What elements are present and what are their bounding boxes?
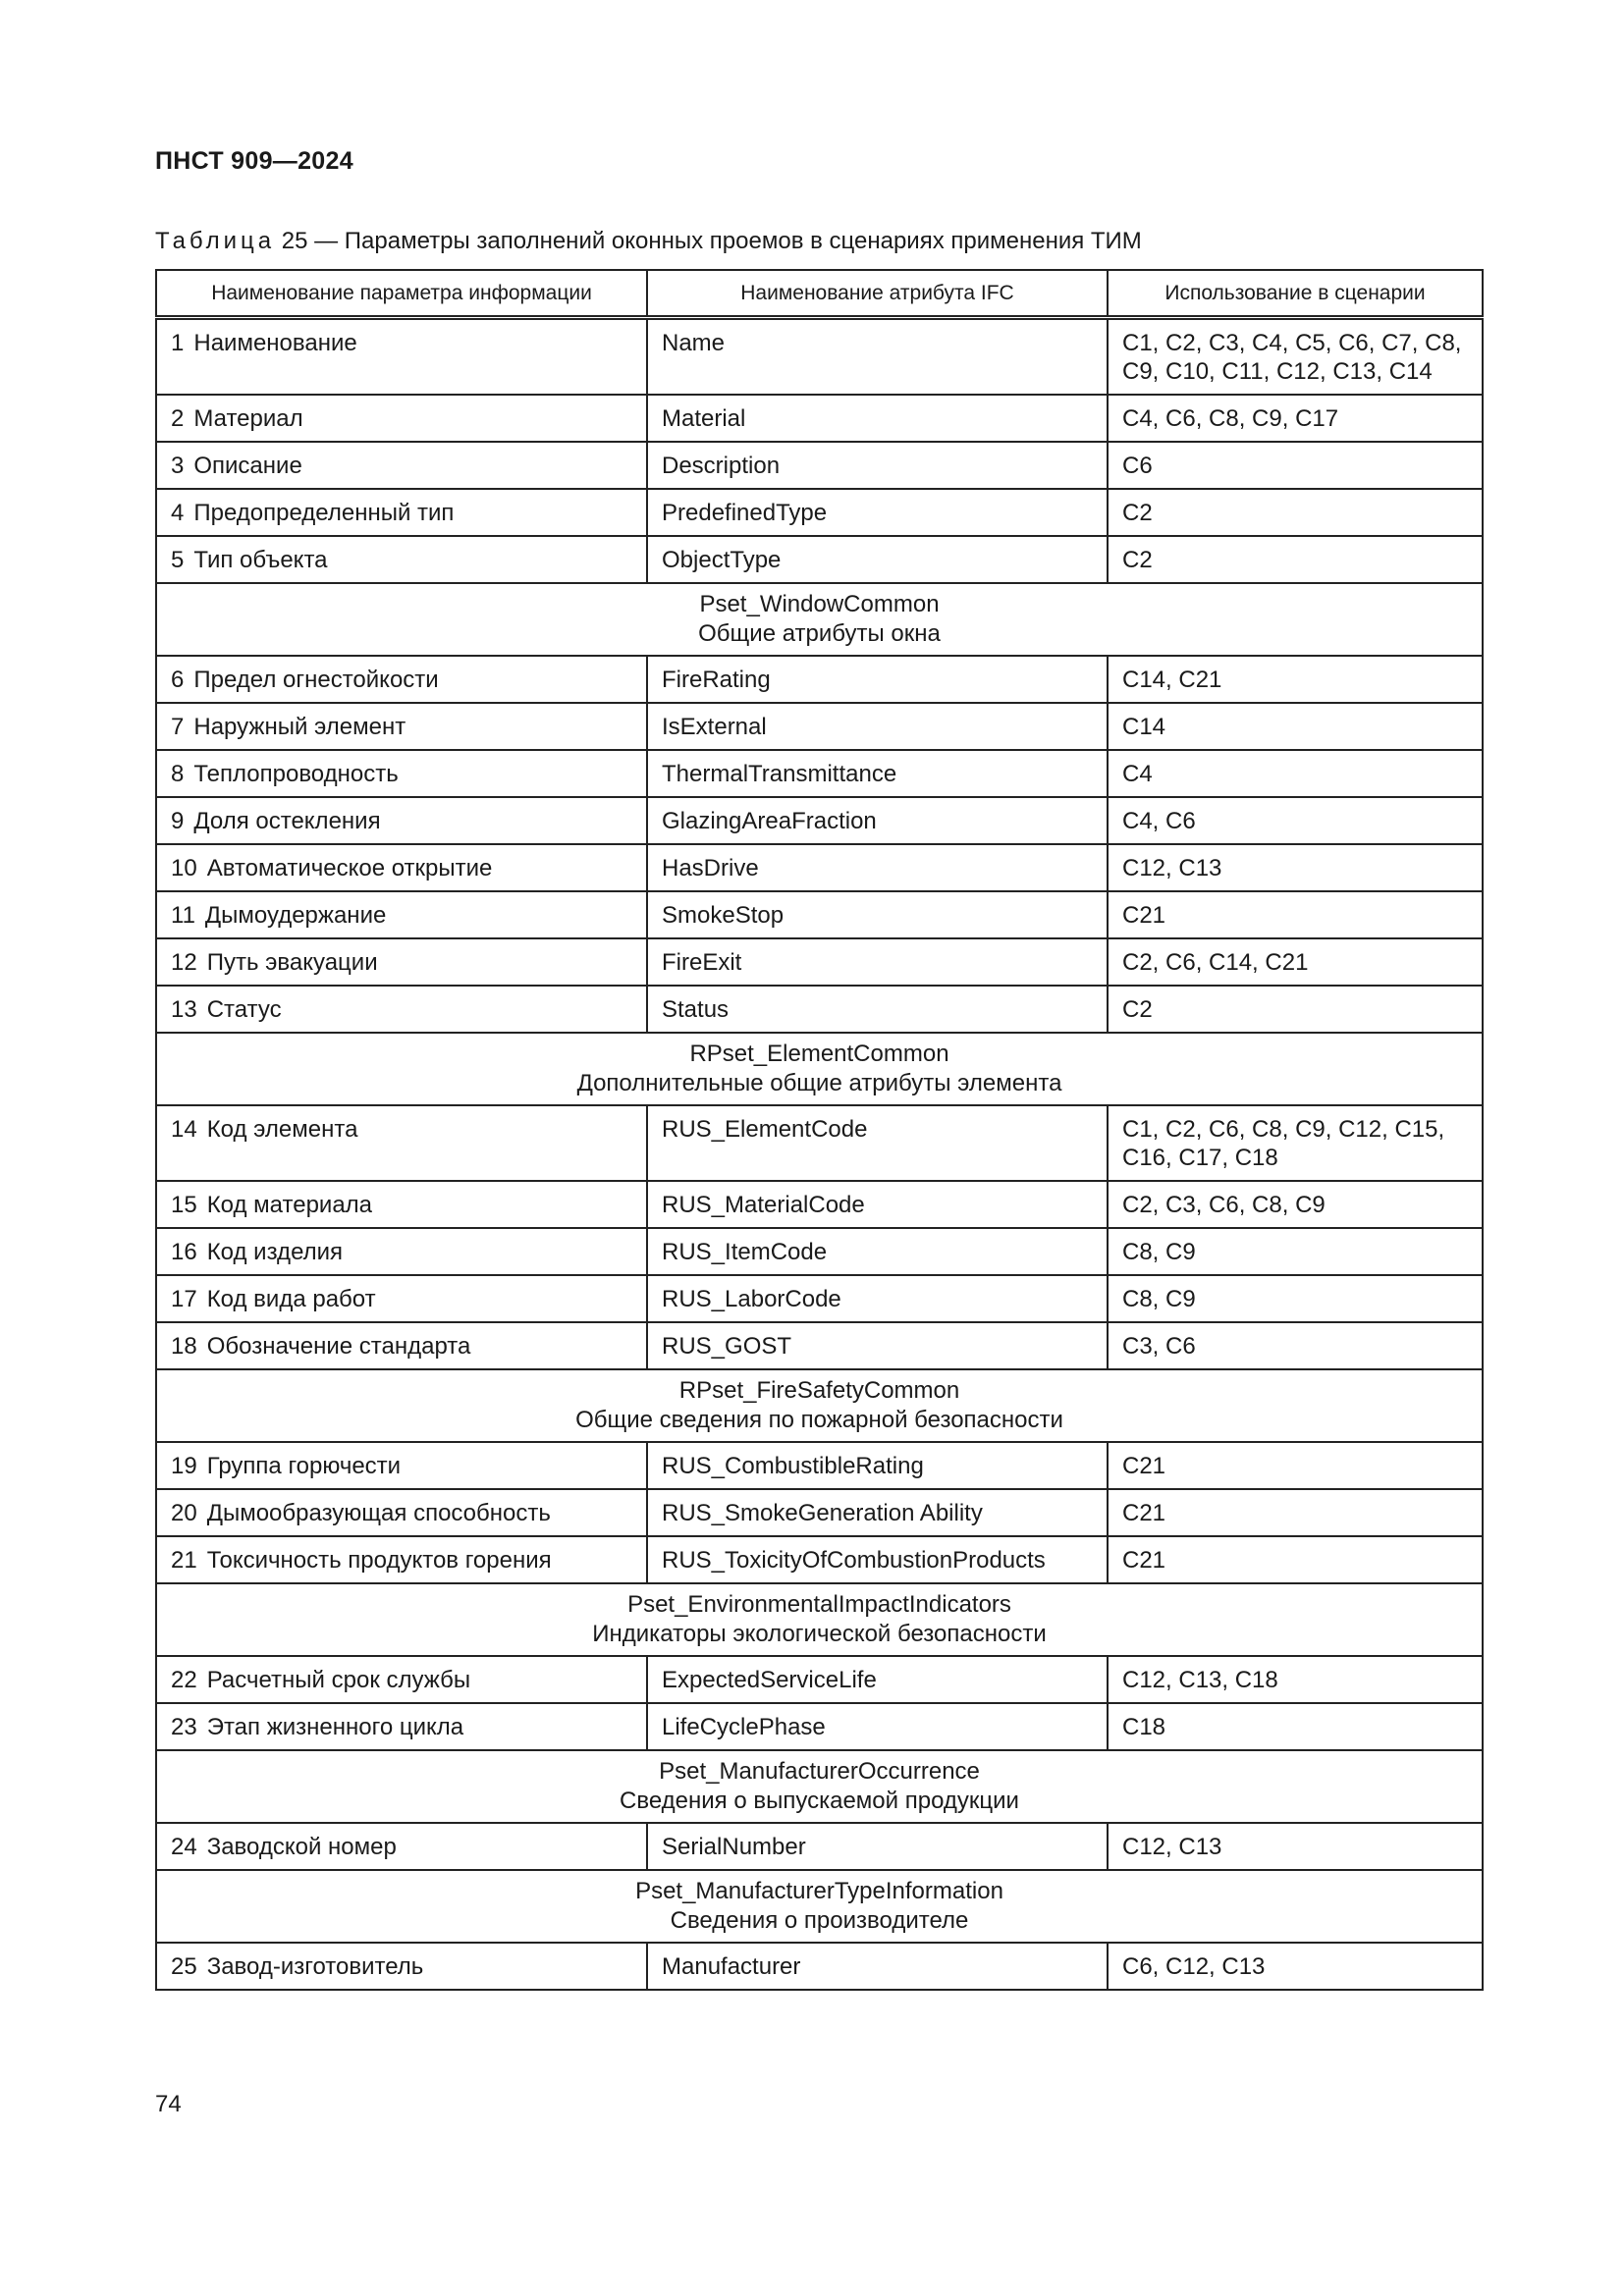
table-row [156, 986, 1483, 1033]
parameter-name: Код вида работ [206, 1286, 376, 1312]
usage-cell: C8, C9 [1108, 1275, 1483, 1322]
ifc-attribute-cell: ExpectedServiceLife [647, 1656, 1108, 1703]
table-row [156, 1703, 1483, 1750]
parameter-name: Код материала [206, 1192, 373, 1218]
row-number: 18 [171, 1333, 197, 1360]
row-number: 3 [171, 453, 185, 479]
usage-cell: C1, C2, C6, C8, C9, C12, C15, C16, C17, C18 [1108, 1105, 1483, 1181]
parameter-name-cell [156, 1181, 647, 1228]
parameter-name: Доля остекления [193, 808, 381, 834]
parameter-name-cell [156, 536, 647, 583]
group-title: Pset_ManufacturerOccurrence [659, 1758, 980, 1785]
parameter-name-cell [156, 1656, 647, 1703]
usage-cell: C2 [1108, 489, 1483, 536]
parameter-name-cell [156, 489, 647, 536]
parameter-name: Группа горючести [206, 1453, 402, 1479]
table-row [156, 1228, 1483, 1275]
table-row [156, 703, 1483, 750]
table-row [156, 395, 1483, 442]
row-number: 1 [171, 330, 185, 356]
parameters-table [155, 269, 1484, 1991]
ifc-attribute-cell: IsExternal [647, 703, 1108, 750]
usage-cell: C8, C9 [1108, 1228, 1483, 1275]
column-header-parameter: Наименование параметра информации [156, 270, 647, 318]
group-subtitle: Сведения о выпускаемой продукции [620, 1788, 1019, 1814]
group-header-cell [156, 1033, 1483, 1105]
ifc-attribute-cell: SmokeStop [647, 891, 1108, 938]
table-caption [155, 228, 1142, 255]
table-row [156, 536, 1483, 583]
row-number: 14 [171, 1116, 197, 1143]
table-row [156, 1442, 1483, 1489]
parameter-name: Предел огнестойкости [193, 667, 439, 693]
parameter-name-cell [156, 797, 647, 844]
usage-cell: C4 [1108, 750, 1483, 797]
parameter-name-cell [156, 656, 647, 703]
group-header-cell [156, 583, 1483, 656]
row-number: 15 [171, 1192, 197, 1218]
group-title: Pset_WindowCommon [699, 591, 940, 617]
parameter-name-cell [156, 318, 647, 396]
parameter-name-cell [156, 1322, 647, 1369]
table-row [156, 1181, 1483, 1228]
ifc-attribute-cell: HasDrive [647, 844, 1108, 891]
group-header-row [156, 1750, 1483, 1823]
group-header-row [156, 1870, 1483, 1943]
row-number: 7 [171, 714, 185, 740]
group-header-cell [156, 1870, 1483, 1943]
ifc-attribute-cell: Material [647, 395, 1108, 442]
group-title: Pset_EnvironmentalImpactIndicators [627, 1591, 1011, 1618]
parameter-name-cell [156, 1943, 647, 1990]
parameter-name: Наружный элемент [193, 714, 406, 740]
group-subtitle: Общие атрибуты окна [698, 620, 941, 647]
table-body [156, 318, 1483, 1991]
ifc-attribute-cell: RUS_ItemCode [647, 1228, 1108, 1275]
usage-cell: C2 [1108, 986, 1483, 1033]
ifc-attribute-cell: RUS_SmokeGeneration Ability [647, 1489, 1108, 1536]
parameter-name-cell [156, 1105, 647, 1181]
table-row [156, 656, 1483, 703]
parameter-name-cell [156, 1536, 647, 1583]
table-row [156, 750, 1483, 797]
row-number: 19 [171, 1453, 197, 1479]
group-title: Pset_ManufacturerTypeInformation [635, 1878, 1003, 1904]
ifc-attribute-cell: FireExit [647, 938, 1108, 986]
row-number: 20 [171, 1500, 197, 1526]
row-number: 23 [171, 1714, 197, 1740]
group-header-row [156, 1033, 1483, 1105]
usage-cell: C18 [1108, 1703, 1483, 1750]
parameter-name: Завод-изготовитель [206, 1953, 424, 1980]
group-header-row [156, 1369, 1483, 1442]
usage-cell: C21 [1108, 891, 1483, 938]
ifc-attribute-cell: Description [647, 442, 1108, 489]
parameter-name-cell [156, 750, 647, 797]
parameter-name: Токсичность продуктов горения [206, 1547, 552, 1574]
parameter-name: Этап жизненного цикла [206, 1714, 464, 1740]
usage-cell: C6, C12, C13 [1108, 1943, 1483, 1990]
group-subtitle: Общие сведения по пожарной безопасности [575, 1407, 1063, 1433]
usage-cell: C2, C6, C14, C21 [1108, 938, 1483, 986]
group-title: RPset_ElementCommon [689, 1041, 949, 1067]
group-title: RPset_FireSafetyCommon [678, 1377, 960, 1404]
usage-cell: C1, C2, C3, C4, C5, C6, C7, C8, C9, C10, C11, C12, C13, C14 [1108, 318, 1483, 396]
row-number: 4 [171, 500, 185, 526]
usage-cell: C21 [1108, 1536, 1483, 1583]
usage-cell: C12, C13 [1108, 844, 1483, 891]
parameter-name: Материал [193, 405, 303, 432]
parameter-name: Заводской номер [206, 1834, 397, 1860]
page-number: 74 [155, 2091, 182, 2117]
ifc-attribute-cell: ThermalTransmittance [647, 750, 1108, 797]
parameter-name-cell [156, 938, 647, 986]
ifc-attribute-cell: Status [647, 986, 1108, 1033]
parameter-name: Дымообразующая способность [206, 1500, 551, 1526]
usage-cell: C2 [1108, 536, 1483, 583]
parameter-name: Дымоудержание [204, 902, 387, 929]
parameter-name: Описание [193, 453, 302, 479]
group-header-row [156, 1583, 1483, 1656]
ifc-attribute-cell: RUS_MaterialCode [647, 1181, 1108, 1228]
table-row [156, 442, 1483, 489]
column-header-usage: Использование в сценарии [1108, 270, 1483, 318]
row-number: 25 [171, 1953, 197, 1980]
row-number: 17 [171, 1286, 197, 1312]
parameter-name: Предопределенный тип [193, 500, 455, 526]
table-row [156, 1105, 1483, 1181]
parameter-name-cell [156, 1275, 647, 1322]
ifc-attribute-cell: RUS_ElementCode [647, 1105, 1108, 1181]
row-number: 6 [171, 667, 185, 693]
ifc-attribute-cell: SerialNumber [647, 1823, 1108, 1870]
table-row [156, 797, 1483, 844]
parameter-name: Обозначение стандарта [206, 1333, 471, 1360]
parameter-name: Статус [206, 996, 282, 1023]
table-row [156, 1656, 1483, 1703]
ifc-attribute-cell: LifeCyclePhase [647, 1703, 1108, 1750]
table-row [156, 938, 1483, 986]
usage-cell: C14, C21 [1108, 656, 1483, 703]
usage-cell: C14 [1108, 703, 1483, 750]
parameter-name: Наименование [193, 330, 357, 356]
parameter-name-cell [156, 844, 647, 891]
usage-cell: C4, C6, C8, C9, C17 [1108, 395, 1483, 442]
parameter-name-cell [156, 442, 647, 489]
group-subtitle: Индикаторы экологической безопасности [592, 1621, 1047, 1647]
row-number: 2 [171, 405, 185, 432]
ifc-attribute-cell: RUS_ToxicityOfCombustionProducts [647, 1536, 1108, 1583]
usage-cell: C12, C13 [1108, 1823, 1483, 1870]
parameter-name: Путь эвакуации [206, 949, 378, 976]
ifc-attribute-cell: RUS_LaborCode [647, 1275, 1108, 1322]
parameter-name-cell [156, 986, 647, 1033]
parameter-name: Теплопроводность [193, 761, 399, 787]
ifc-attribute-cell: GlazingAreaFraction [647, 797, 1108, 844]
row-number: 22 [171, 1667, 197, 1693]
table-row [156, 489, 1483, 536]
ifc-attribute-cell: ObjectType [647, 536, 1108, 583]
row-number: 8 [171, 761, 185, 787]
row-number: 24 [171, 1834, 197, 1860]
group-header-row [156, 583, 1483, 656]
parameter-name-cell [156, 395, 647, 442]
ifc-attribute-cell: Name [647, 318, 1108, 396]
parameter-name-cell [156, 1228, 647, 1275]
table-row [156, 1489, 1483, 1536]
row-number: 11 [171, 902, 195, 929]
parameter-name: Автоматическое открытие [206, 855, 493, 881]
table-row [156, 1322, 1483, 1369]
table-row [156, 1943, 1483, 1990]
row-number: 5 [171, 547, 185, 573]
usage-cell: C21 [1108, 1489, 1483, 1536]
table-row [156, 1536, 1483, 1583]
parameter-name: Код элемента [206, 1116, 358, 1143]
row-number: 10 [171, 855, 197, 881]
table-header-row [156, 270, 1483, 318]
group-header-cell [156, 1750, 1483, 1823]
row-number: 12 [171, 949, 197, 976]
table-caption-text: 25 — Параметры заполнений оконных проемов в сценариях применения ТИМ [275, 228, 1142, 254]
parameter-name-cell [156, 703, 647, 750]
parameter-name: Тип объекта [193, 547, 328, 573]
group-subtitle: Сведения о производителе [670, 1907, 969, 1934]
row-number: 21 [171, 1547, 197, 1574]
usage-cell: C21 [1108, 1442, 1483, 1489]
ifc-attribute-cell: PredefinedType [647, 489, 1108, 536]
parameter-name-cell [156, 1703, 647, 1750]
column-header-ifc-attribute: Наименование атрибута IFC [647, 270, 1108, 318]
ifc-attribute-cell: RUS_GOST [647, 1322, 1108, 1369]
row-number: 13 [171, 996, 197, 1023]
ifc-attribute-cell: Manufacturer [647, 1943, 1108, 1990]
group-header-cell [156, 1369, 1483, 1442]
table-row [156, 1823, 1483, 1870]
table-caption-label: Таблица [155, 228, 276, 254]
table-row [156, 844, 1483, 891]
parameter-name-cell [156, 1823, 647, 1870]
group-subtitle: Дополнительные общие атрибуты элемента [576, 1070, 1062, 1096]
usage-cell: C3, C6 [1108, 1322, 1483, 1369]
usage-cell: C6 [1108, 442, 1483, 489]
ifc-attribute-cell: FireRating [647, 656, 1108, 703]
parameter-name: Расчетный срок службы [206, 1667, 471, 1693]
parameter-name: Код изделия [206, 1239, 344, 1265]
row-number: 16 [171, 1239, 197, 1265]
table-row [156, 891, 1483, 938]
document-code: ПНСТ 909—2024 [155, 147, 353, 175]
parameter-name-cell [156, 891, 647, 938]
ifc-attribute-cell: RUS_CombustibleRating [647, 1442, 1108, 1489]
table-row [156, 1275, 1483, 1322]
row-number: 9 [171, 808, 185, 834]
parameter-name-cell [156, 1442, 647, 1489]
usage-cell: C2, C3, C6, C8, C9 [1108, 1181, 1483, 1228]
parameter-name-cell [156, 1489, 647, 1536]
usage-cell: C4, C6 [1108, 797, 1483, 844]
group-header-cell [156, 1583, 1483, 1656]
table-row [156, 318, 1483, 396]
usage-cell: C12, C13, C18 [1108, 1656, 1483, 1703]
